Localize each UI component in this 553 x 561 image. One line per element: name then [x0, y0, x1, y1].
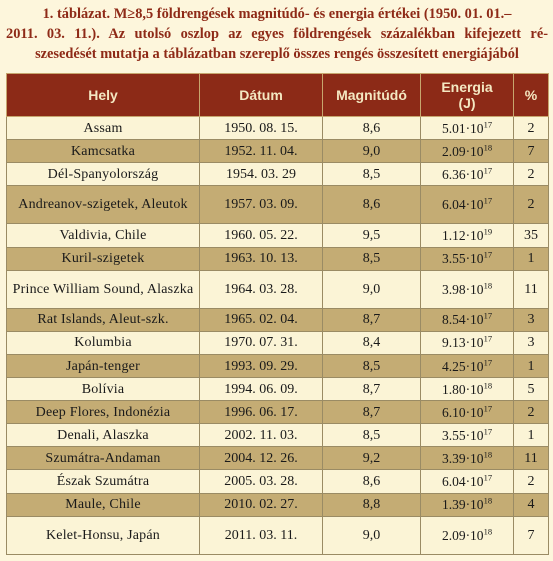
energy-mantissa: 5.01	[441, 120, 466, 136]
cell-date: 1993. 09. 29.	[200, 355, 323, 378]
cell-date: 2011. 03. 11.	[200, 516, 323, 554]
cell-energy: $4.25\cdot 10^{17}$	[421, 355, 514, 378]
cell-magnitude: 8,5	[323, 424, 421, 447]
energy-mantissa: 4.25	[441, 358, 466, 374]
cell-place: Kuril-szigetek	[7, 247, 200, 270]
cell-date: 1970. 07. 31.	[200, 331, 323, 354]
cell-percent: 3	[514, 308, 549, 331]
energy-exponent: 17	[483, 195, 493, 206]
table-row	[7, 163, 549, 186]
table-caption	[6, 4, 548, 66]
cell-date: 2005. 03. 28.	[200, 470, 323, 493]
energy-mantissa: 3.55	[441, 251, 466, 267]
cell-place: Dél-Spanyolország	[7, 163, 200, 186]
table-row	[7, 516, 549, 554]
energy-mantissa: 2.09	[441, 143, 466, 159]
energy-mantissa: 3.98	[441, 281, 466, 297]
cell-percent: 7	[514, 140, 549, 163]
cell-date: 2004. 12. 26.	[200, 447, 323, 470]
cell-magnitude: 9,0	[323, 516, 421, 554]
cell-percent: 1	[514, 247, 549, 270]
cell-energy: $1.12\cdot 10^{19}$	[421, 224, 514, 247]
energy-exponent: 17	[483, 403, 493, 414]
cell-energy: $6.10\cdot 10^{17}$	[421, 401, 514, 424]
cell-energy: $3.39\cdot 10^{18}$	[421, 447, 514, 470]
energy-exponent: 18	[483, 380, 493, 391]
energy-exponent: 18	[483, 526, 493, 537]
table-row	[7, 331, 549, 354]
energy-exponent: 18	[483, 495, 493, 506]
cell-percent: 7	[514, 516, 549, 554]
table-row	[7, 493, 549, 516]
cell-magnitude: 8,6	[323, 470, 421, 493]
cell-place: Kamcsatka	[7, 140, 200, 163]
cell-place: Assam	[7, 117, 200, 140]
cell-place: Denali, Alaszka	[7, 424, 200, 447]
energy-exponent: 18	[483, 142, 493, 153]
header-percent: %	[514, 74, 549, 117]
cell-date: 1950. 08. 15.	[200, 117, 323, 140]
energy-exponent: 17	[483, 310, 493, 321]
header-energy-unit: (J)	[458, 95, 476, 111]
cell-magnitude: 8,5	[323, 163, 421, 186]
table-row	[7, 424, 549, 447]
energy-mantissa: 3.55	[441, 427, 466, 443]
energy-mantissa: 3.39	[441, 450, 466, 466]
energy-mantissa: 6.36	[441, 166, 466, 182]
cell-energy: $1.80\cdot 10^{18}$	[421, 378, 514, 401]
cell-date: 2010. 02. 27.	[200, 493, 323, 516]
cell-magnitude: 8,8	[323, 493, 421, 516]
cell-magnitude: 9,0	[323, 140, 421, 163]
cell-date: 1957. 03. 09.	[200, 186, 323, 224]
cell-energy: $5.01\cdot 10^{17}$	[421, 117, 514, 140]
energy-exponent: 17	[483, 426, 493, 437]
cell-magnitude: 8,5	[323, 247, 421, 270]
cell-magnitude: 8,7	[323, 401, 421, 424]
table-row	[7, 355, 549, 378]
cell-magnitude: 9,2	[323, 447, 421, 470]
cell-place: Kelet-Honsu, Japán	[7, 516, 200, 554]
cell-percent: 4	[514, 493, 549, 516]
table-row	[7, 140, 549, 163]
cell-magnitude: 8,4	[323, 331, 421, 354]
table-row	[7, 224, 549, 247]
cell-percent: 11	[514, 447, 549, 470]
header-magnitude: Magnitúdó	[323, 74, 421, 117]
energy-exponent: 17	[483, 333, 493, 344]
cell-percent: 2	[514, 163, 549, 186]
energy-mantissa: 8.54	[441, 312, 466, 328]
cell-date: 1965. 02. 04.	[200, 308, 323, 331]
cell-magnitude: 9,0	[323, 270, 421, 308]
header-row	[7, 74, 549, 117]
cell-energy: $6.04\cdot 10^{17}$	[421, 186, 514, 224]
caption-line-2: 2011. 03. 11.). Az utolsó oszlop az egyes földrengések százalékban kifejezett ré-	[6, 26, 548, 42]
energy-exponent: 17	[483, 249, 493, 260]
cell-energy: $3.55\cdot 10^{17}$	[421, 424, 514, 447]
cell-magnitude: 8,6	[323, 186, 421, 224]
energy-exponent: 17	[483, 119, 493, 130]
caption-line-1: 1. táblázat. M≥8,5 földrengések magnitúdó- és energia értékei (1950. 01. 01.–	[42, 6, 512, 22]
energy-mantissa: 6.04	[441, 474, 466, 490]
cell-percent: 2	[514, 470, 549, 493]
cell-energy: $6.36\cdot 10^{17}$	[421, 163, 514, 186]
cell-date: 1952. 11. 04.	[200, 140, 323, 163]
energy-exponent: 17	[483, 472, 493, 483]
energy-mantissa: 1.12	[441, 228, 466, 243]
cell-energy: $2.09\cdot 10^{18}$	[421, 516, 514, 554]
energy-exponent: 17	[483, 357, 493, 368]
table-row	[7, 117, 549, 140]
earthquake-table	[6, 73, 549, 555]
cell-percent: 3	[514, 331, 549, 354]
energy-exponent: 19	[483, 226, 493, 237]
table-row	[7, 470, 549, 493]
table-row	[7, 186, 549, 224]
table-row	[7, 378, 549, 401]
energy-mantissa: 1.80	[441, 381, 466, 397]
cell-place: Prince William Sound, Alaszka	[7, 270, 200, 308]
energy-mantissa: 1.39	[441, 497, 466, 513]
cell-energy: $6.04\cdot 10^{17}$	[421, 470, 514, 493]
header-date: Dátum	[200, 74, 323, 117]
energy-mantissa: 6.10	[441, 404, 466, 420]
cell-place: Kolumbia	[7, 331, 200, 354]
cell-magnitude: 8,5	[323, 355, 421, 378]
energy-mantissa: 2.09	[441, 527, 466, 543]
cell-place: Japán-tenger	[7, 355, 200, 378]
cell-place: Szumátra-Andaman	[7, 447, 200, 470]
cell-percent: 2	[514, 401, 549, 424]
cell-percent: 5	[514, 378, 549, 401]
cell-date: 1996. 06. 17.	[200, 401, 323, 424]
energy-exponent: 18	[483, 280, 493, 291]
cell-energy: $1.39\cdot 10^{18}$	[421, 493, 514, 516]
cell-date: 1994. 06. 09.	[200, 378, 323, 401]
cell-percent: 1	[514, 424, 549, 447]
cell-date: 1964. 03. 28.	[200, 270, 323, 308]
header-energy	[421, 74, 514, 117]
table-row	[7, 447, 549, 470]
cell-place: Rat Islands, Aleut-szk.	[7, 308, 200, 331]
caption-line-3: szesedését mutatja a táblázatban szereplő összes rengés összesített energiájából	[35, 46, 519, 62]
cell-date: 1963. 10. 13.	[200, 247, 323, 270]
cell-date: 1960. 05. 22.	[200, 224, 323, 247]
cell-place: Észak Szumátra	[7, 470, 200, 493]
cell-percent: 11	[514, 270, 549, 308]
cell-place: Andreanov-szigetek, Aleutok	[7, 186, 200, 224]
cell-magnitude: 9,5	[323, 224, 421, 247]
cell-percent: 1	[514, 355, 549, 378]
table-row	[7, 401, 549, 424]
cell-energy: $8.54\cdot 10^{17}$	[421, 308, 514, 331]
cell-percent: 2	[514, 186, 549, 224]
cell-date: 2002. 11. 03.	[200, 424, 323, 447]
table-body	[7, 117, 549, 555]
cell-energy: $2.09\cdot 10^{18}$	[421, 140, 514, 163]
cell-energy: $3.98\cdot 10^{18}$	[421, 270, 514, 308]
cell-place: Bolívia	[7, 378, 200, 401]
cell-magnitude: 8,6	[323, 117, 421, 140]
cell-magnitude: 8,7	[323, 308, 421, 331]
energy-mantissa: 9.13	[441, 335, 466, 351]
energy-mantissa: 6.04	[441, 197, 466, 213]
cell-place: Deep Flores, Indonézia	[7, 401, 200, 424]
energy-exponent: 18	[483, 449, 493, 460]
table-row	[7, 270, 549, 308]
cell-percent: 35	[514, 224, 549, 247]
cell-place: Maule, Chile	[7, 493, 200, 516]
cell-percent: 2	[514, 117, 549, 140]
header-energy-label: Energia	[441, 79, 493, 95]
cell-energy: $9.13\cdot 10^{17}$	[421, 331, 514, 354]
header-place: Hely	[7, 74, 200, 117]
table-row	[7, 308, 549, 331]
cell-magnitude: 8,7	[323, 378, 421, 401]
cell-place: Valdivia, Chile	[7, 224, 200, 247]
cell-date: 1954. 03. 29	[200, 163, 323, 186]
cell-energy: $3.55\cdot 10^{17}$	[421, 247, 514, 270]
energy-exponent: 17	[483, 165, 493, 176]
table-row	[7, 247, 549, 270]
